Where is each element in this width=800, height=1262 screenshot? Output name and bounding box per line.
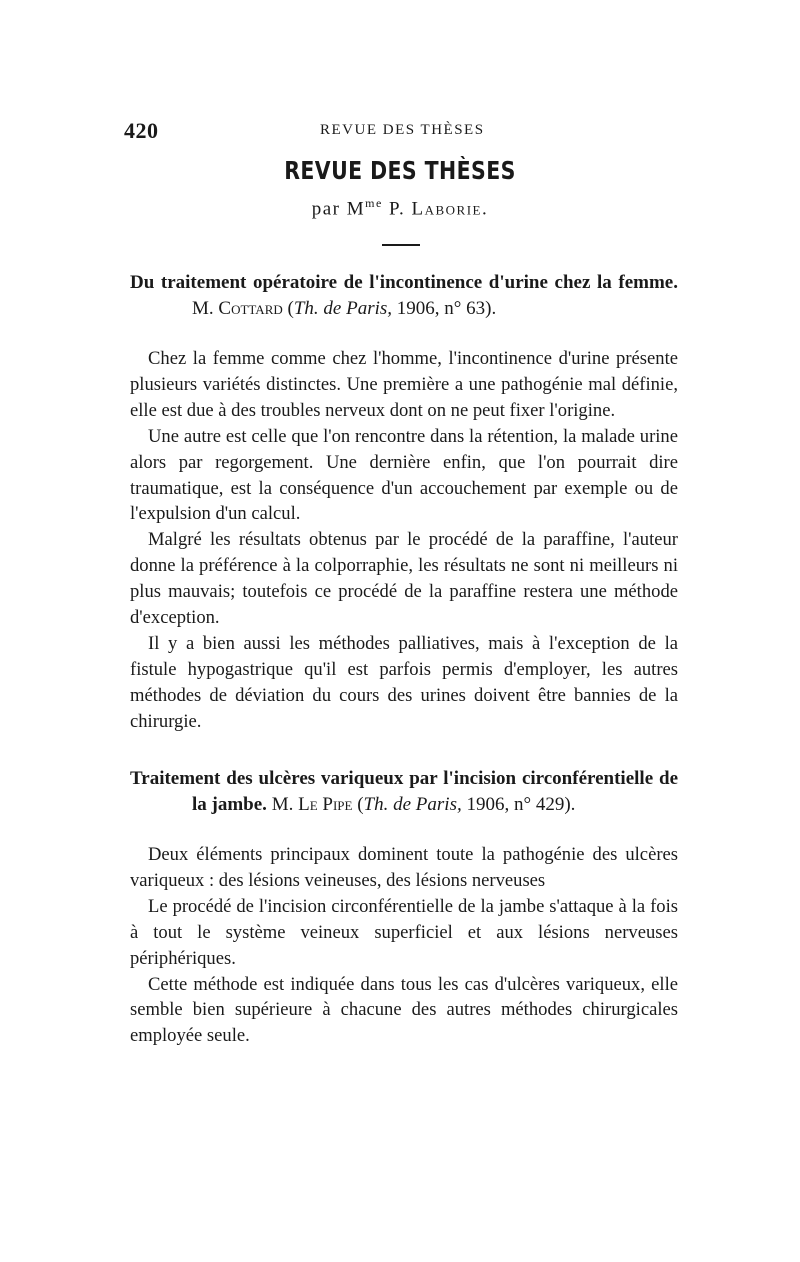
byline-sup: me <box>365 196 383 210</box>
running-head <box>124 118 680 146</box>
byline-prefix: par M <box>311 198 366 220</box>
citation-open: ( <box>282 298 294 319</box>
page-number: 420 <box>124 118 159 143</box>
citation-rest: 1906, n° 429). <box>461 794 576 815</box>
paragraph: Malgré les résultats obtenus par le procédé de la paraffine, l'auteur donne la préférence à la colporraphie, les résultats ne sont ni meilleurs ni plus mauvais; toutefois ce procédé de la paraffine restera une méthode d'exception. <box>130 529 678 629</box>
article-headline <box>130 766 678 818</box>
citation-rest: 1906, n° 63). <box>392 298 497 319</box>
paragraph: Le procédé de l'incision circonférentielle de la jambe s'attaque à la fois à tout le système veineux superficiel et aux lésions nerveuses périphériques. <box>130 895 678 969</box>
article-2 <box>130 766 678 1049</box>
citation-italic: Th. de Paris, <box>363 794 462 815</box>
paragraph: Cette méthode est indiquée dans tous les cas d'ulcères variqueux, elle semble bien supérieure à chacune des autres méthodes chirurgicales employée seule. <box>130 973 678 1047</box>
article-body <box>130 346 678 735</box>
article-1 <box>130 270 678 735</box>
author-prefix: M. <box>192 298 219 319</box>
citation-open: ( <box>352 794 364 815</box>
paragraph: Chez la femme comme chez l'homme, l'incontinence d'urine présente plusieurs variétés distinctes. Une première a une pathogénie mal définie, elle est due à des troubles nerveux dont on ne peut fixer l'origine. <box>130 348 678 421</box>
running-title: REVUE DES THÈSES <box>320 122 485 138</box>
byline-author: P. Laborie. <box>389 198 489 220</box>
author-name: Cottard <box>218 298 283 319</box>
section-divider <box>382 244 420 246</box>
author-prefix: M. <box>271 794 299 815</box>
section-title: REVUE DES THÈSES <box>284 156 516 185</box>
byline <box>0 196 800 220</box>
article-headline <box>130 270 678 322</box>
paragraph: Il y a bien aussi les méthodes palliatives, mais à l'exception de la fistule hypogastrique qu'il est parfois permis d'employer, les autres méthodes de déviation du cours des urines doivent être bannies de la chirurgie. <box>130 632 678 732</box>
citation-italic: Th. de Paris, <box>293 298 393 319</box>
paragraph: Une autre est celle que l'on rencontre dans la rétention, la malade urine alors par regorgement. Une dernière enfin, que l'on pourrait dire traumatique, est la conséquence d'un accouchement par exemple ou de l'expulsion d'un calcul. <box>130 425 678 525</box>
paragraph: Deux éléments principaux dominent toute la pathogénie des ulcères variqueux : des lésions veineuses, des lésions nerveuses <box>130 844 678 891</box>
article-body <box>130 842 678 1049</box>
author-name: Le Pipe <box>298 794 353 815</box>
headline-title: Du traitement opératoire de l'incontinence d'urine chez la femme. <box>130 272 678 293</box>
headline-title: Traitement des ulcères variqueux par l'incision circonférentielle de la jambe. <box>130 768 678 815</box>
